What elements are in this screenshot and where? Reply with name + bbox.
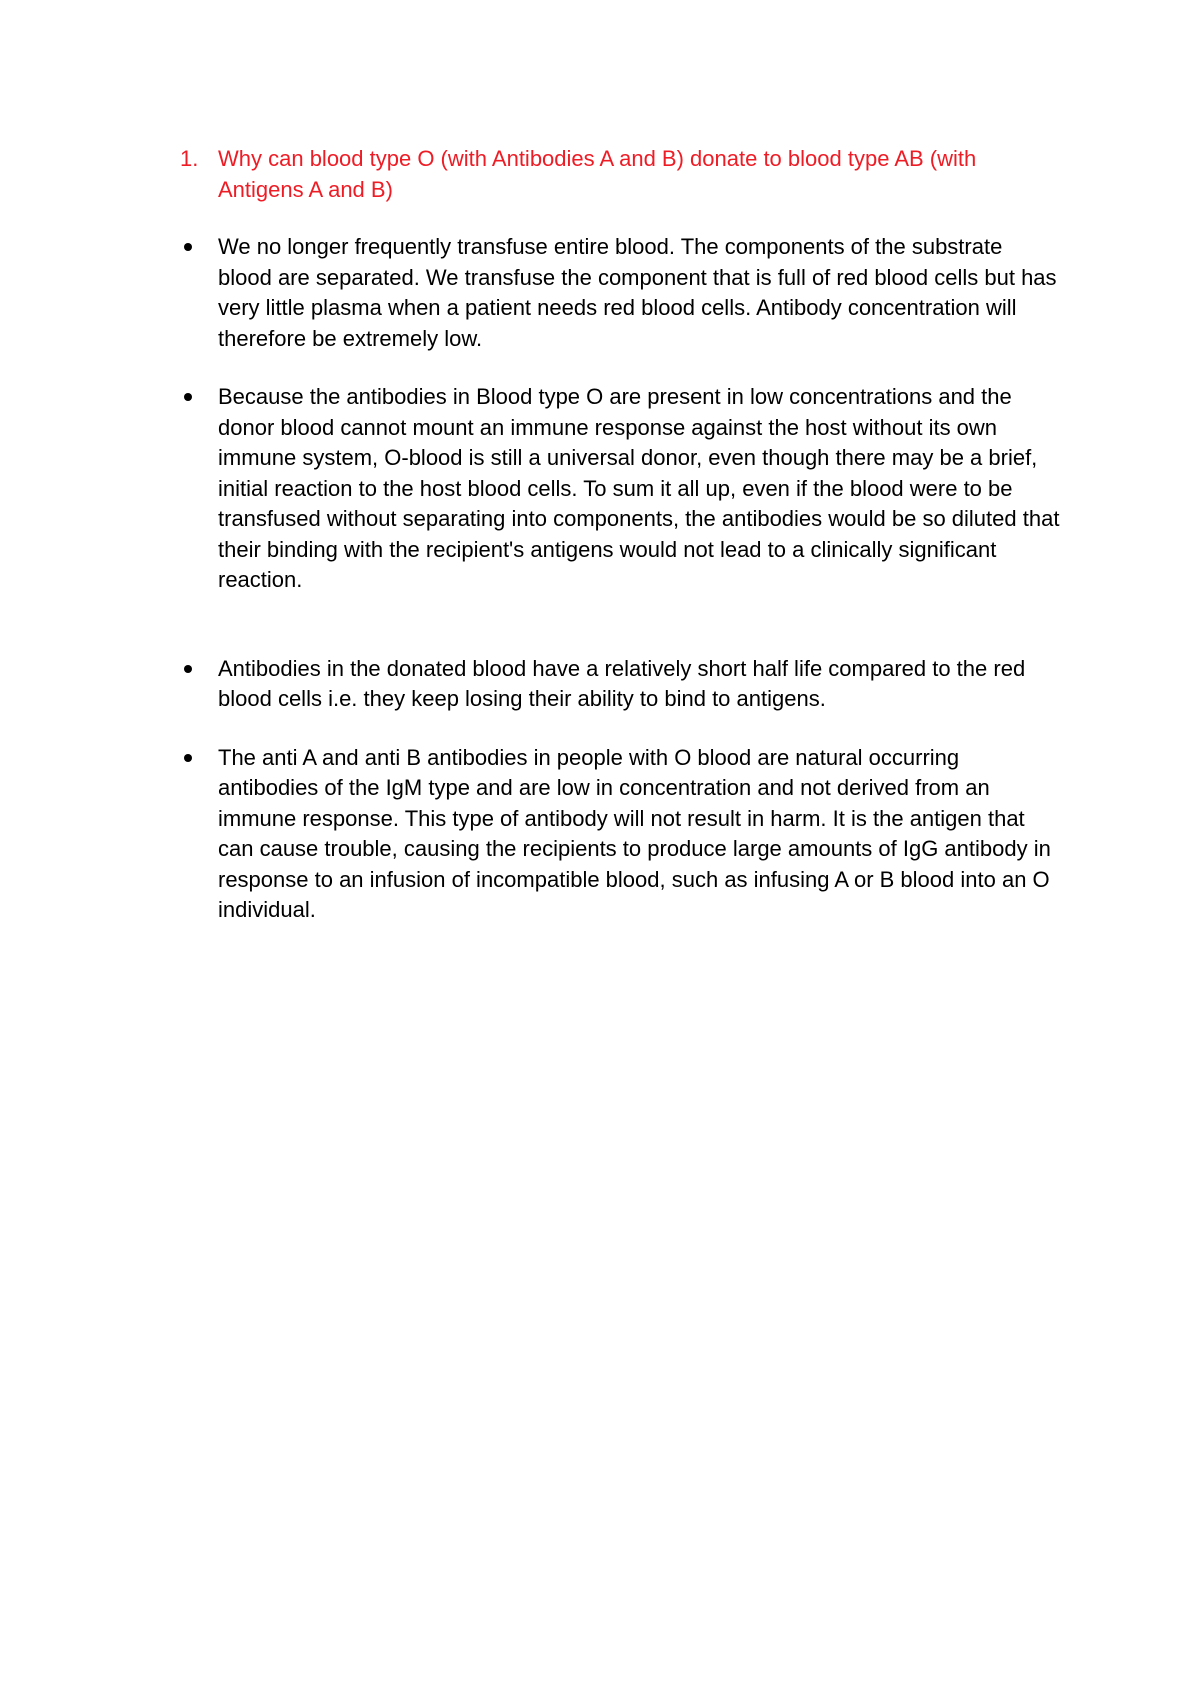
list-item — [180, 382, 1060, 596]
list-item — [180, 232, 1060, 354]
bullet-text: Because the antibodies in Blood type O are present in low concentrations and the donor blood cannot mount an immune response against the host without its own immune system, O-blood is still a universal donor, even though there may be a brief, initial reaction to the host blood cells. To sum it all up, even if the blood were to be transfused without separating into components, the antibodies would be so diluted that their binding with the recipient's antigens would not lead to a clinically significant reaction. — [218, 384, 1060, 592]
bullet-text: Antibodies in the donated blood have a relatively short half life compared to the red blood cells i.e. they keep losing their ability to bind to antigens. — [218, 655, 1026, 711]
list-item — [180, 654, 1060, 715]
list-item — [180, 743, 1060, 926]
bullet-icon — [184, 754, 192, 762]
question-number: 1. — [180, 146, 199, 171]
bullet-icon — [184, 243, 192, 251]
bullet-text: We no longer frequently transfuse entire blood. The components of the substrate blood are separated. We transfuse the component that is full of red blood cells but has very little plasma when a patient needs red blood cells. Antibody concentration will therefore be extremely low. — [218, 234, 1057, 351]
document-content — [180, 144, 1060, 926]
bullet-icon — [184, 665, 192, 673]
question-heading — [180, 144, 1060, 205]
answer-bullet-list — [180, 232, 1060, 926]
bullet-icon — [184, 393, 192, 401]
question-text: Why can blood type O (with Antibodies A and B) donate to blood type AB (with Antigens A and B) — [218, 146, 977, 202]
bullet-text: The anti A and anti B antibodies in people with O blood are natural occurring antibodies of the IgM type and are low in concentration and not derived from an immune response. This type of antibody will not result in harm. It is the antigen that can cause trouble, causing the recipients to produce large amounts of IgG antibody in response to an infusion of incompatible blood, such as infusing A or B blood into an O individual. — [218, 744, 1051, 922]
